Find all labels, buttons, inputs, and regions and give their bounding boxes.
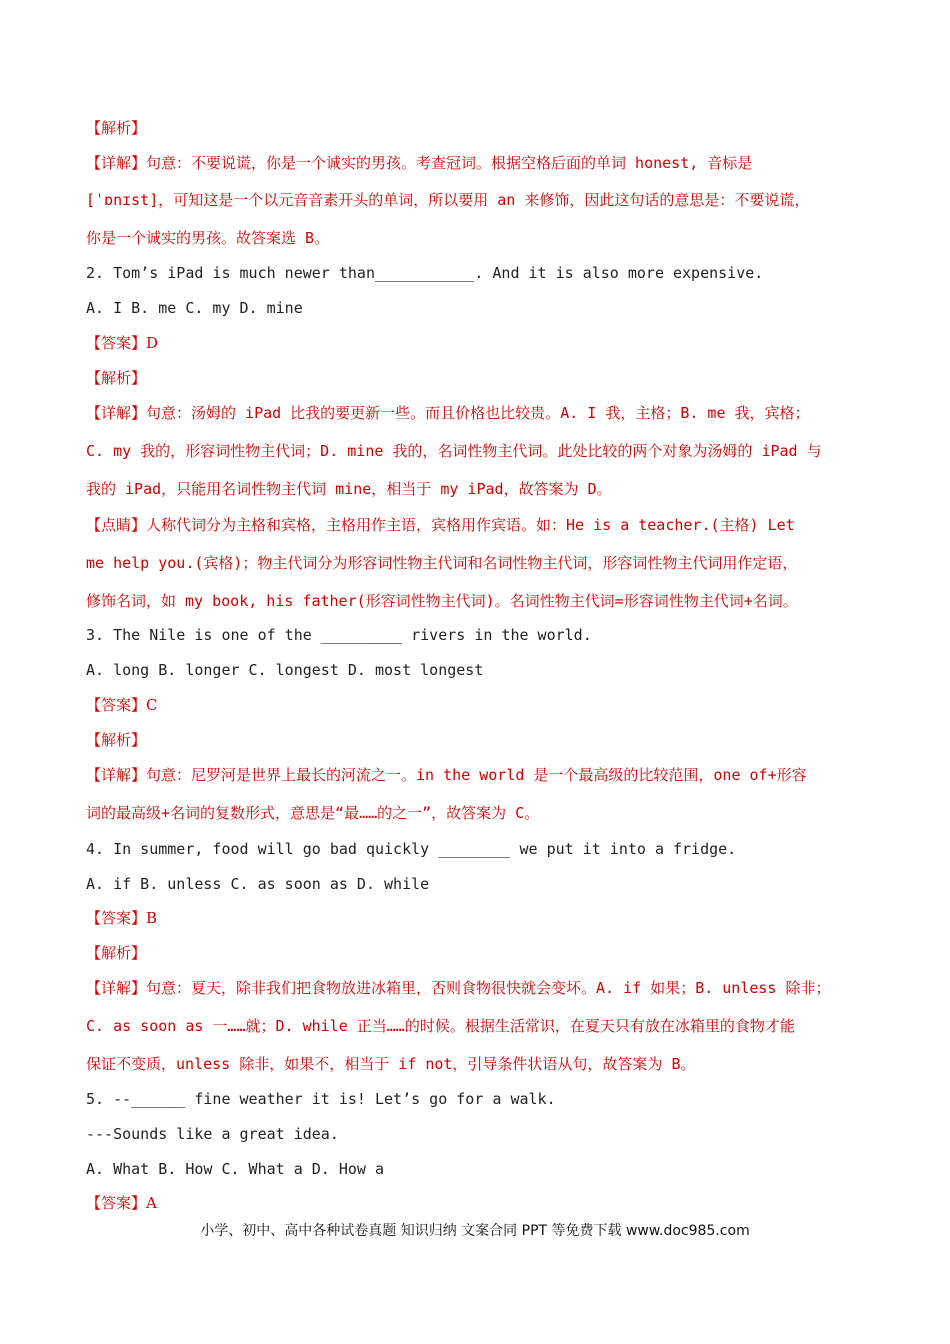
- explanation-line: C. my 我的，形容词性物主代词；D. mine 我的，名词性物主代词。此处比较的两个对象为汤姆的 iPad 与: [86, 442, 822, 460]
- explanation-line: 保证不变质，unless 除非，如果不，相当于 if not，引导条件状语从句，故答案为 B。: [86, 1055, 696, 1073]
- section-label: 【解析】: [86, 944, 147, 962]
- section-label: 【解析】: [86, 119, 147, 137]
- question-line: 2. Tom’s iPad is much newer than___________. And it is also more expensive.: [86, 264, 764, 282]
- question-line: ---Sounds like a great idea.: [86, 1125, 339, 1143]
- explanation-line: C. as soon as 一……就；D. while 正当……的时候。根据生活常识，在夏天只有放在冰箱里的食物才能: [86, 1017, 795, 1035]
- question-line: 5. --______ fine weather it is! Let’s go for a walk.: [86, 1090, 556, 1108]
- section-label: 【解析】: [86, 731, 147, 749]
- explanation-line: [ˈɒnɪst]，可知这是一个以元音音素开头的单词，所以要用 an 来修饰，因此这句话的意思是：不要说谎，: [86, 191, 810, 209]
- explanation-line: 【详解】句意：汤姆的 iPad 比我的要更新一些。而且价格也比较贵。A. I 我，主格；B. me 我，宾格；: [86, 404, 810, 422]
- question-line: 4. In summer, food will go bad quickly ________ we put it into a fridge.: [86, 840, 737, 858]
- explanation-line: 我的 iPad，只能用名词性物主代词 mine，相当于 my iPad，故答案为 D。: [86, 480, 612, 498]
- section-label: 【解析】: [86, 369, 147, 387]
- explanation-line: 你是一个诚实的男孩。故答案选 B。: [86, 229, 330, 247]
- explanation-line: 修饰名词，如 my book, his father(形容词性物主代词)。名词性物主代词=形容词性物主代词+名词。: [86, 592, 798, 610]
- explanation-line: 【详解】句意：不要说谎，你是一个诚实的男孩。考查冠词。根据空格后面的单词 honest, 音标是: [86, 154, 753, 172]
- question-line: A. long B. longer C. longest D. most longest: [86, 661, 484, 679]
- question-line: 3. The Nile is one of the _________ rivers in the world.: [86, 626, 592, 644]
- section-label: 【答案】A: [86, 1194, 157, 1212]
- question-line: A. What B. How C. What a D. How a: [86, 1160, 385, 1178]
- explanation-line: 【详解】句意：夏天，除非我们把食物放进冰箱里，否则食物很快就会变坏。A. if 如果；B. unless 除非；: [86, 979, 831, 997]
- footer-banner: 小学、初中、高中各种试卷真题 知识归纳 文案合同 PPT 等免费下载 www.doc985.com: [200, 1223, 750, 1239]
- question-line: A. if B. unless C. as soon as D. while: [86, 875, 430, 893]
- section-label: 【答案】C: [86, 696, 158, 714]
- explanation-line: 【点睛】人称代词分为主格和宾格，主格用作主语，宾格用作宾语。如：He is a teacher.(主格) Let: [86, 516, 795, 534]
- section-label: 【答案】D: [86, 334, 159, 352]
- explanation-line: 词的最高级+名词的复数形式，意思是“最……的之一”，故答案为 C。: [86, 804, 540, 822]
- section-label: 【答案】B: [86, 909, 158, 927]
- question-line: A. I B. me C. my D. mine: [86, 299, 303, 317]
- explanation-line: me help you.(宾格)；物主代词分为形容词性物主代词和名词性物主代词，形容词性物主代词用作定语，: [86, 554, 798, 572]
- explanation-line: 【详解】句意：尼罗河是世界上最长的河流之一。in the world 是一个最高级的比较范围，one of+形容: [86, 766, 807, 784]
